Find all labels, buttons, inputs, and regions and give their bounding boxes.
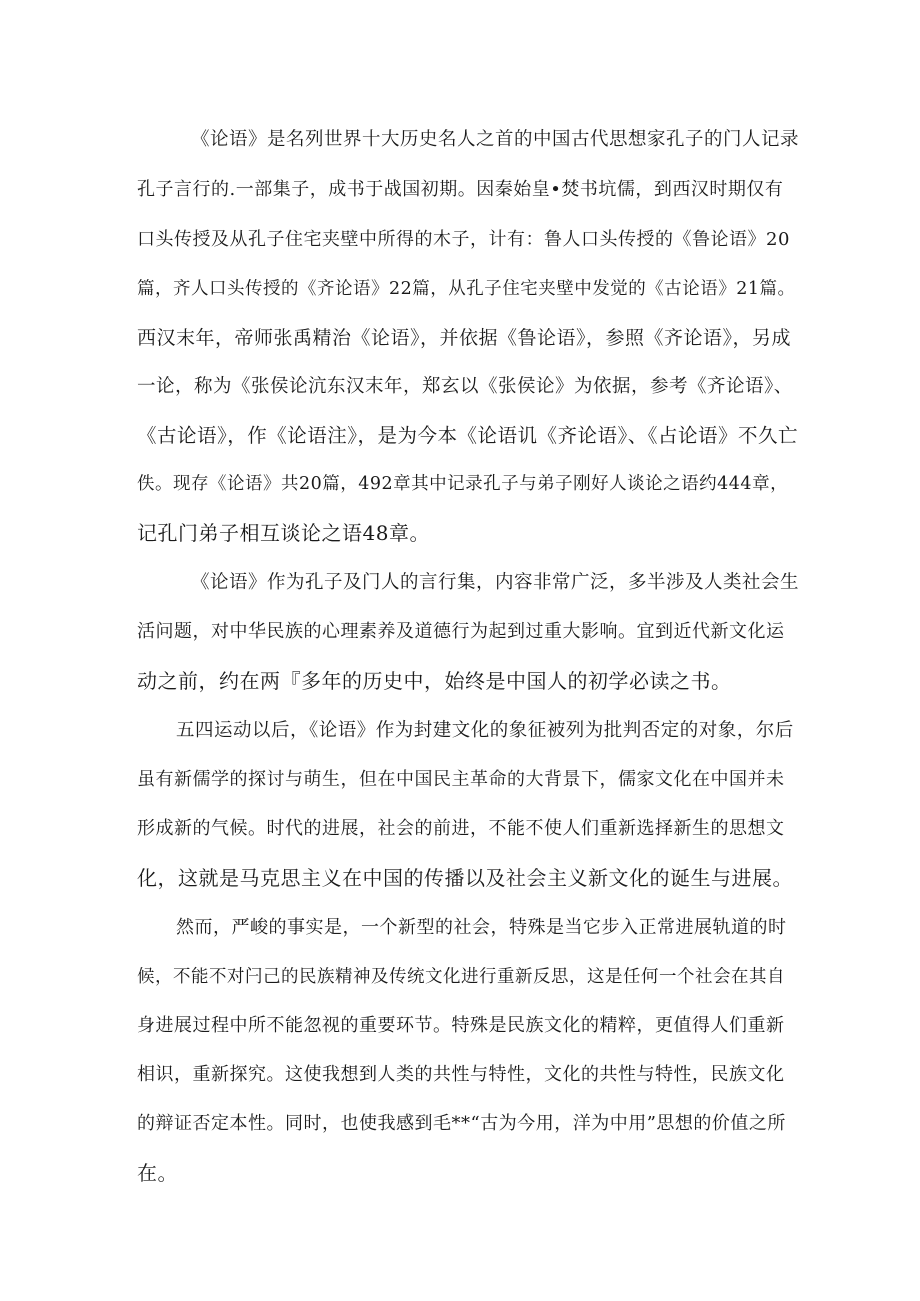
paragraph-line: 活问题，对中华民族的心理素养及道德行为起到过重大影响。宜到近代新文化运 (137, 621, 785, 642)
paragraph-line: 孔子言行的.一部集子，成书于战国初期。因秦始皇•焚书坑儒，到西汉时期仅有 (137, 179, 784, 200)
paragraph-line: 《论语》作为孔子及门人的言行集，内容非常广泛，多半涉及人类社会生 (191, 572, 800, 593)
paragraph-line: 身进展过程中所不能忽视的重要环节。特殊是民族文化的精粹，更值得人们重新 (137, 1015, 785, 1036)
paragraph-line: 形成新的气候。时代的进展，社会的前进，不能不使人们重新选择新生的思想文 (137, 818, 785, 839)
paragraph-line: 口头传授及从孔子住宅夹壁中所得的木子，计有：鲁人口头传授的《鲁论语》20 (137, 229, 790, 250)
paragraph-line: 西汉末年，帝师张禹精治《论语》，并依据《鲁论语》，参照《齐论语》，另成 (137, 327, 792, 349)
paragraph-line: 记孔门弟子相互谈论之语48章。 (137, 521, 430, 545)
paragraph-line: 动之前，约在两『多年的历史中，始终是中国人的初学必读之书。 (137, 669, 732, 693)
paragraph-line: 然而，严峻的事实是，一个新型的社会，特殊是当它步入正常进展轨道的时 (176, 917, 787, 938)
paragraph-line: 虽有新儒学的探讨与萌生，但在中国民主革命的大背景下，儒家文化在中国并未 (137, 769, 785, 790)
paragraph-line: 篇，齐人口头传授的《齐论语》22篇，从孔子住宅夹壁中发觉的《古论语》21篇。 (137, 279, 796, 299)
paragraph-line: 五四运动以后，《论语》作为封建文化的象征被列为批判否定的对象，尔后 (176, 720, 794, 741)
paragraph-line: 一论，称为《张侯论沆东汉末年，郑玄以《张侯论》为依据，参考《齐论语》、 (137, 376, 793, 397)
paragraph-line: 《古论语》，作《论语注》，是为今本《论语讥《齐论语》、《占论语》不久亡 (137, 424, 799, 447)
paragraph-line: 《论语》是名列世界十大历史名人之首的中国古代思想家孔子的门人记录 (191, 129, 800, 150)
paragraph-line: 在。 (137, 1161, 178, 1185)
paragraph-line: 相识，重新探究。这使我想到人类的共性与特性，文化的共性与特性，民族文化 (137, 1064, 785, 1085)
paragraph-line: 候，不能不对闩己的民族精神及传统文化进行重新反思，这是任何一个社会在其自 (137, 967, 785, 987)
paragraph-line: 佚。现存《论语》共20篇，492章其中记录孔子与弟子刚好人谈论之语约444章， (137, 474, 789, 494)
paragraph-line: 的辩证否定本性。同时，也使我感到毛**“古为今用，洋为中用”思想的价值之所 (137, 1113, 786, 1134)
paragraph-line: 化，这就是马克思主义在中国的传播以及社会主义新文化的诞生与进展。 (137, 866, 793, 890)
